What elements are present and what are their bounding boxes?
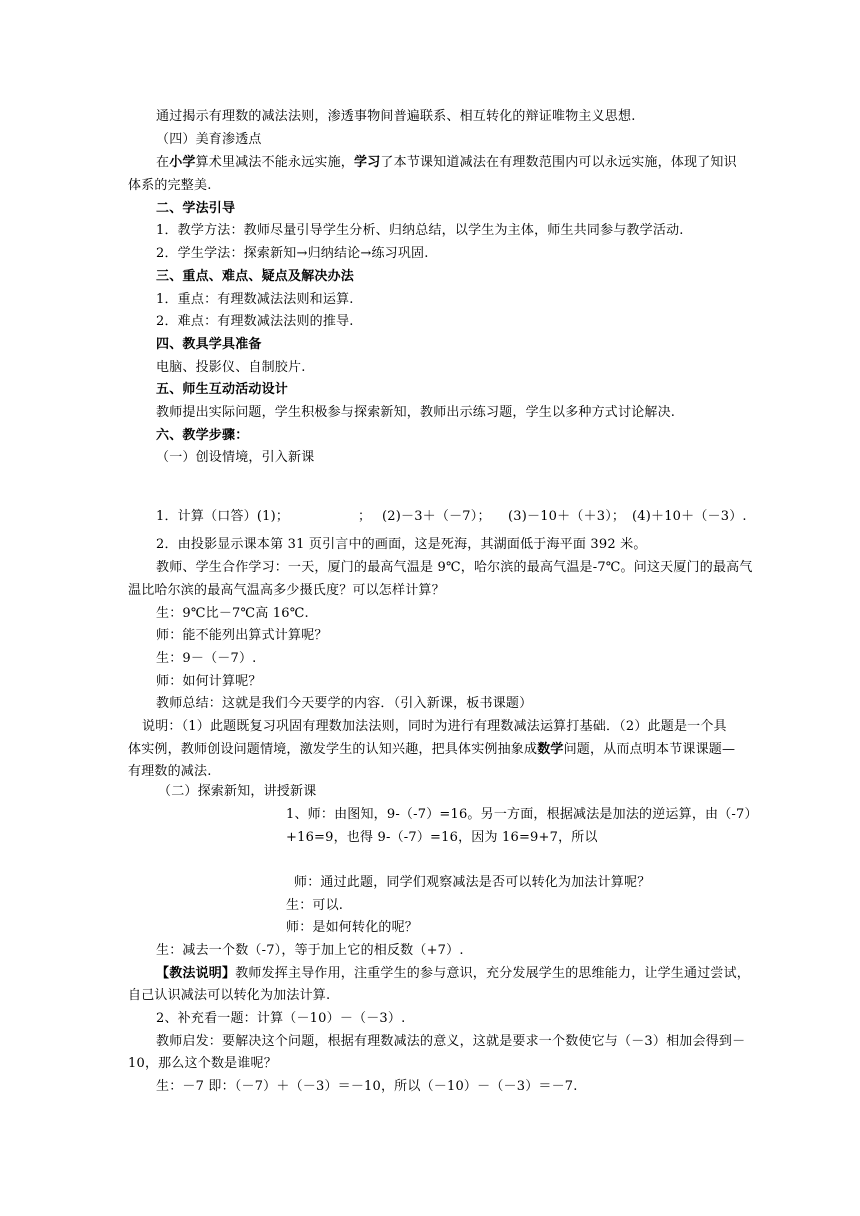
paragraph-line: 2．难点：有理数减法法则的推导.	[156, 314, 354, 329]
paragraph-line: 温比哈尔滨的最高气温高多少摄氏度？可以怎样计算？	[128, 583, 445, 598]
bold-text-run: 数学	[537, 742, 564, 757]
paragraph-line: 说明：（1）此题既复习巩固有理数加法法则，同时为进行有理数减法运算打基础．（2）此题是一个具	[142, 719, 727, 734]
paragraph-line: 2．由投影显示课本第 31 页引言中的画面，这是死海，其湖面低于海平面 392 米。	[156, 537, 647, 552]
text-run: 了本节课知道减法在有理数范围内可以永远实施，体现了知识	[380, 155, 737, 170]
paragraph-line	[156, 965, 750, 983]
section-heading: 六、教学步骤：	[156, 428, 249, 443]
paragraph-line: 电脑、投影仪、自制胶片.	[156, 360, 306, 375]
dialogue-line: 师：是如何转化的呢？	[286, 920, 419, 935]
paragraph-line: 1．教学方法：教师尽量引导学生分析、归纳总结，以学生为主体，师生共同参与教学活动.	[156, 223, 684, 238]
calc-question: (2)－3＋（－7）；	[382, 509, 491, 524]
section-heading: 五、师生互动活动设计	[156, 382, 289, 397]
paragraph-line: 有理数的减法.	[128, 764, 212, 779]
bold-text-run: 学习	[354, 155, 381, 170]
paragraph-line: 教师、学生合作学习：一天，厦门的最高气温是 9℃，哈尔滨的最高气温是-7℃。问这天厦门的最高气	[156, 560, 753, 575]
dialogue-line: 师：通过此题，同学们观察减法是否可以转化为加法计算呢？	[294, 875, 651, 890]
bold-text-run: 【教法说明】	[156, 966, 236, 981]
dialogue-line: 生：9℃比－7℃高 16℃.	[156, 606, 309, 621]
bold-text-run: 小学	[169, 155, 196, 170]
dialogue-line: 师：如何计算呢？	[156, 674, 262, 689]
calc-question: (4)＋10＋（－3）.	[632, 509, 747, 524]
section-heading: 三、重点、难点、疑点及解决办法	[156, 269, 355, 284]
dialogue-line: 师：能不能列出算式计算呢？	[156, 628, 328, 643]
paragraph-line: 1、师：由图知，9-（-7）=16。另一方面，根据减法是加法的逆运算，由（-7）	[286, 807, 758, 822]
text-run: 问题，从而点明本节课课题—	[563, 742, 736, 757]
paragraph-line: 通过揭示有理数的减法法则，渗透事物间普遍联系、相互转化的辩证唯物主义思想.	[156, 109, 636, 124]
text-run: 体实例，教师创设问题情境，激发学生的认知兴趣，把具体实例抽象成	[128, 742, 538, 757]
paragraph-line: 1．重点：有理数减法法则和运算.	[156, 292, 354, 307]
dialogue-line: 生：减去一个数（-7），等于加上它的相反数（+7）.	[156, 943, 464, 958]
dialogue-line: 生：9－（－7）.	[156, 651, 257, 666]
paragraph-line: 10，那么这个数是谁呢？	[128, 1056, 277, 1071]
section-heading: 二、学法引导	[156, 201, 236, 216]
section-subheading: （二）探索新知，讲授新课	[158, 784, 317, 799]
calc-question: ；	[358, 509, 372, 524]
paragraph-line: 体系的完整美.	[128, 178, 212, 193]
text-run: 在	[156, 155, 170, 170]
paragraph-line	[156, 154, 737, 172]
section-subheading: （四）美育渗透点	[156, 132, 262, 147]
text-run: 算术里减法不能永远实施，	[195, 155, 355, 170]
section-subheading: （一）创设情境，引入新课	[156, 450, 315, 465]
dialogue-line: 生：可以.	[286, 898, 344, 913]
calc-question: 1．计算（口答）(1)；	[156, 509, 290, 524]
paragraph-line: 2．学生学法：探索新知→归纳结论→练习巩固.	[156, 246, 429, 261]
paragraph-line	[128, 741, 735, 759]
paragraph-line: +16=9，也得 9-（-7）=16，因为 16=9+7，所以	[286, 830, 598, 845]
paragraph-line: 教师提出实际问题，学生积极参与探索新知，教师出示练习题，学生以多种方式讨论解决.	[156, 405, 676, 420]
paragraph-line: 2、补充看一题：计算（－10）－（－3）.	[156, 1011, 406, 1026]
dialogue-line: 生：－7 即：（－7）＋（－3）＝－10，所以（－10）－（－3）＝－7.	[156, 1079, 578, 1094]
text-run: 教师发挥主导作用，注重学生的参与意识，充分发展学生的思维能力，让学生通过尝试，	[235, 966, 751, 981]
paragraph-line: 自己认识减法可以转化为加法计算.	[128, 988, 331, 1003]
calc-question: (3)－10＋（＋3）；	[508, 509, 626, 524]
section-heading: 四、教具学具准备	[156, 337, 262, 352]
paragraph-line: 教师启发：要解决这个问题，根据有理数减法的意义，这就是要求一个数使它与（－3）相加会得到－	[156, 1034, 746, 1049]
paragraph-line: 教师总结：这就是我们今天要学的内容．（引入新课，板书课题）	[156, 696, 533, 711]
